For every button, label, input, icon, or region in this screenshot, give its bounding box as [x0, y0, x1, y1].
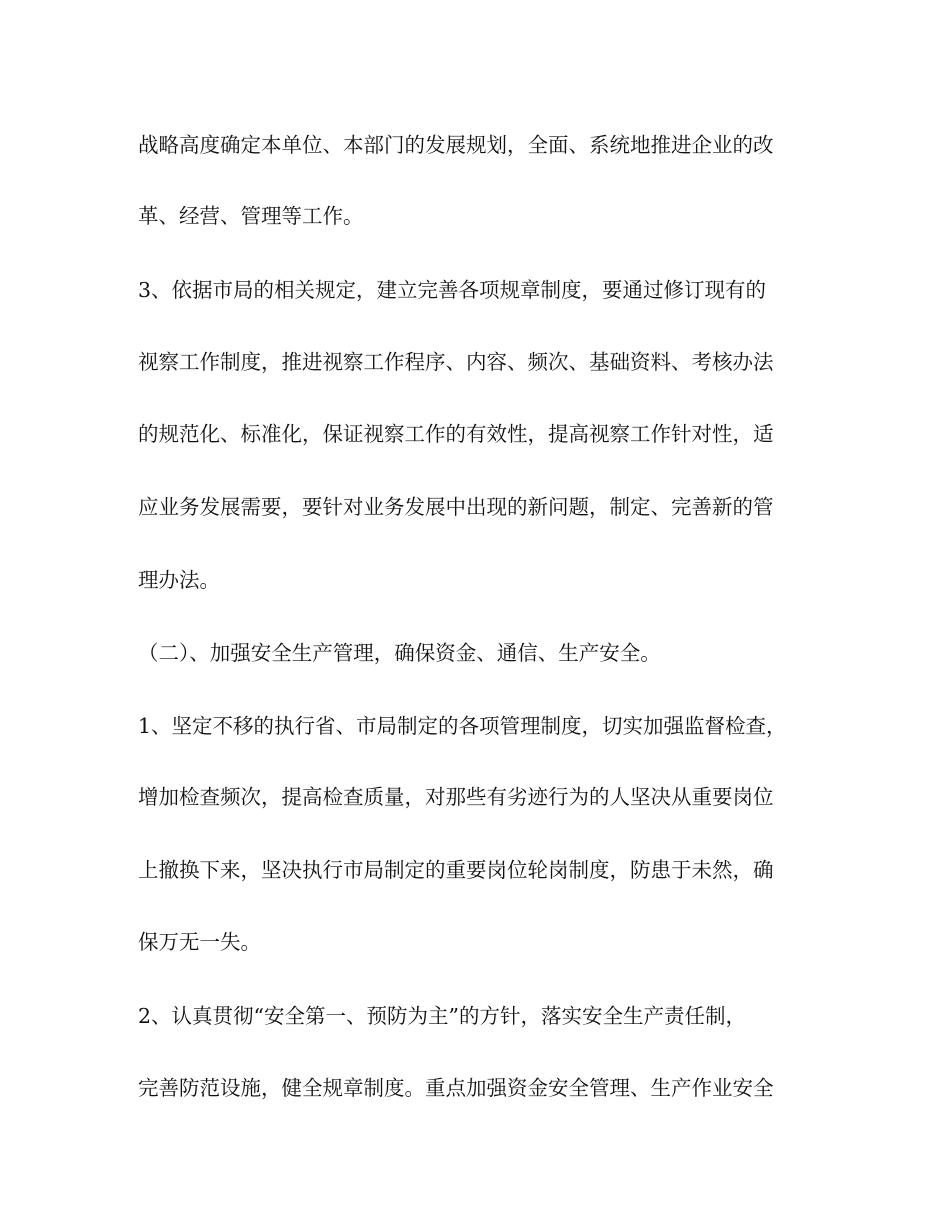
text-line: 上撤换下来，坚决执行市局制定的重要岗位轮岗制度，防患于未然，确: [138, 858, 774, 882]
text-line: 保万无一失。: [138, 930, 261, 954]
text-line: 革、经营、管理等工作。: [138, 204, 364, 228]
text-line: 完善防范设施，健全规章制度。重点加强资金安全管理、生产作业安全: [138, 1076, 774, 1100]
text-line: 战略高度确定本单位、本部门的发展规划，全面、系统地推进企业的改: [138, 133, 774, 157]
text-line: 的规范化、标准化，保证视察工作的有效性，提高视察工作针对性，适: [138, 422, 774, 446]
section-heading: （二）、加强安全生产管理，确保资金、通信、生产安全。: [138, 641, 661, 665]
text-line: 理办法。: [138, 568, 220, 592]
text-line: 2、认真贯彻“安全第一、预防为主”的方针，落实安全生产责任制，: [138, 1004, 747, 1028]
text-line: 3、依据市局的相关规定，建立完善各项规章制度，要通过修订现有的: [138, 278, 767, 302]
text-line: 应业务发展需要，要针对业务发展中出现的新问题，制定、完善新的管: [138, 495, 774, 519]
text-line: 增加检查频次，提高检查质量，对那些有劣迹行为的人坚决从重要岗位: [138, 785, 774, 809]
text-line: 视察工作制度，推进视察工作程序、内容、频次、基础资料、考核办法: [138, 350, 774, 374]
text-line: 1、坚定不移的执行省、市局制定的各项管理制度，切实加强监督检查，: [138, 714, 787, 738]
